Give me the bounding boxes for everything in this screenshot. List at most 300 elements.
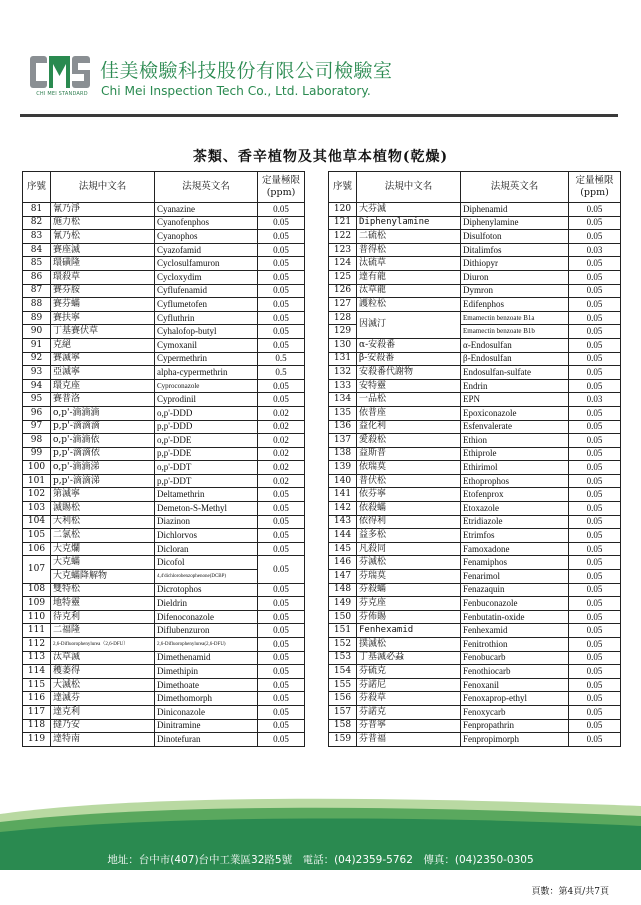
row-number: 90 xyxy=(23,325,51,339)
table-row xyxy=(329,733,621,747)
english-name: Cyflumetofen xyxy=(155,298,258,312)
english-name: Ditalimfos xyxy=(461,243,569,257)
chinese-name: 撲滅松 xyxy=(357,638,461,652)
row-number: 94 xyxy=(23,379,51,393)
row-number: 101 xyxy=(23,474,51,488)
row-number: 85 xyxy=(23,257,51,271)
row-number: 110 xyxy=(23,610,51,624)
table-row xyxy=(23,638,305,652)
table-row xyxy=(23,665,305,679)
col-header-zh: 法規中文名 xyxy=(357,172,461,203)
row-number: 88 xyxy=(23,298,51,312)
row-number: 124 xyxy=(329,257,357,271)
row-number: 137 xyxy=(329,434,357,448)
english-name: Cyfluthrin xyxy=(155,311,258,325)
chinese-name: 大滅松 xyxy=(51,678,155,692)
row-number: 104 xyxy=(23,515,51,529)
table-row xyxy=(329,420,621,434)
row-number: 154 xyxy=(329,665,357,679)
quantitation-limit: 0.05 xyxy=(258,270,305,284)
chinese-name: 二福隆 xyxy=(51,624,155,638)
quantitation-limit: 0.05 xyxy=(569,705,621,719)
chinese-name: 賽芬蟎 xyxy=(51,298,155,312)
quantitation-limit: 0.05 xyxy=(569,338,621,352)
table-row xyxy=(329,447,621,461)
col-header-no: 序號 xyxy=(23,172,51,203)
row-number: 146 xyxy=(329,556,357,570)
table-row xyxy=(329,610,621,624)
quantitation-limit: 0.05 xyxy=(258,556,305,583)
chinese-name: 依普座 xyxy=(357,406,461,420)
english-name: p,p'-DDE xyxy=(155,447,258,461)
row-number: 157 xyxy=(329,705,357,719)
english-name: Etridiazole xyxy=(461,515,569,529)
table-row xyxy=(23,529,305,543)
row-number: 82 xyxy=(23,216,51,230)
english-name: Fenoxanil xyxy=(461,678,569,692)
english-name: Cypermethrin xyxy=(155,352,258,366)
quantitation-limit: 0.05 xyxy=(569,230,621,244)
quantitation-limit: 0.05 xyxy=(569,474,621,488)
quantitation-limit: 0.05 xyxy=(569,420,621,434)
row-number: 138 xyxy=(329,447,357,461)
english-name: Cyflufenamid xyxy=(155,284,258,298)
quantitation-limit: 0.05 xyxy=(569,651,621,665)
table-row xyxy=(329,379,621,393)
row-number: 136 xyxy=(329,420,357,434)
quantitation-limit: 0.05 xyxy=(569,665,621,679)
english-name: Fenbuconazole xyxy=(461,597,569,611)
english-name: Diuron xyxy=(461,270,569,284)
quantitation-limit: 0.05 xyxy=(569,719,621,733)
row-number: 132 xyxy=(329,366,357,380)
quantitation-limit: 0.05 xyxy=(569,570,621,584)
quantitation-limit: 0.03 xyxy=(569,393,621,407)
table-row xyxy=(329,434,621,448)
chinese-name: 芬硫克 xyxy=(357,665,461,679)
chinese-name: 丁基滅必蝨 xyxy=(357,651,461,665)
table-row xyxy=(329,257,621,271)
chinese-name: o,p'-滴滴依 xyxy=(51,434,155,448)
table-row xyxy=(23,298,305,312)
english-name: Disulfoton xyxy=(461,230,569,244)
chinese-name: 大芬滅 xyxy=(357,203,461,217)
english-name: Diazinon xyxy=(155,515,258,529)
chinese-name: 地特靈 xyxy=(51,597,155,611)
chinese-name: 護粒松 xyxy=(357,298,461,312)
chinese-name: 環磺隆 xyxy=(51,257,155,271)
row-number: 92 xyxy=(23,352,51,366)
quantitation-limit: 0.05 xyxy=(569,325,621,339)
chinese-name: 環殺草 xyxy=(51,270,155,284)
table-row xyxy=(23,352,305,366)
english-name: Cyproconazole xyxy=(155,379,258,393)
chinese-name: 撻乃安 xyxy=(51,719,155,733)
quantitation-limit: 0.05 xyxy=(258,542,305,556)
chinese-name: 汰草龍 xyxy=(357,284,461,298)
table-row xyxy=(329,515,621,529)
english-name: α-Endosulfan xyxy=(461,338,569,352)
row-number: 152 xyxy=(329,638,357,652)
quantitation-limit: 0.05 xyxy=(258,257,305,271)
footer-band xyxy=(0,792,641,882)
table-row xyxy=(329,352,621,366)
table-row xyxy=(23,270,305,284)
table-row xyxy=(329,393,621,407)
row-number: 112 xyxy=(23,638,51,652)
chinese-name: 芬諾克 xyxy=(357,705,461,719)
english-name: Cyanazine xyxy=(155,203,258,217)
row-number: 100 xyxy=(23,461,51,475)
english-name: Fenpropimorph xyxy=(461,733,569,747)
english-name: Fenobucarb xyxy=(461,651,569,665)
cms-logo xyxy=(30,54,92,90)
quantitation-limit: 0.05 xyxy=(258,216,305,230)
row-number: 153 xyxy=(329,651,357,665)
english-name: o,p'-DDT xyxy=(155,461,258,475)
table-row xyxy=(329,638,621,652)
quantitation-limit: 0.5 xyxy=(258,366,305,380)
quantitation-limit: 0.05 xyxy=(569,447,621,461)
quantitation-limit: 0.02 xyxy=(258,406,305,420)
english-name: Endosulfan-sulfate xyxy=(461,366,569,380)
row-number: 81 xyxy=(23,203,51,217)
quantitation-limit: 0.05 xyxy=(569,638,621,652)
limits-table-left xyxy=(22,171,305,747)
table-row xyxy=(329,583,621,597)
table-row xyxy=(23,216,305,230)
quantitation-limit: 0.05 xyxy=(258,583,305,597)
quantitation-limit: 0.02 xyxy=(258,474,305,488)
chinese-name: 達有龍 xyxy=(357,270,461,284)
table-row xyxy=(23,542,305,556)
col-header-en: 法規英文名 xyxy=(461,172,569,203)
row-number: 106 xyxy=(23,542,51,556)
table-header-row xyxy=(23,172,305,203)
row-number: 145 xyxy=(329,542,357,556)
english-name: Etrimfos xyxy=(461,529,569,543)
quantitation-limit: 0.05 xyxy=(569,542,621,556)
row-number: 123 xyxy=(329,243,357,257)
chinese-name: 環克座 xyxy=(51,379,155,393)
chinese-name: 芬普福 xyxy=(357,733,461,747)
quantitation-limit: 0.05 xyxy=(569,434,621,448)
english-name: Demeton-S-Methyl xyxy=(155,502,258,516)
row-number: 139 xyxy=(329,461,357,475)
quantitation-limit: 0.05 xyxy=(569,270,621,284)
chinese-name: 安特靈 xyxy=(357,379,461,393)
english-name: Emamectin benzoate B1b xyxy=(461,325,569,339)
english-name: Cymoxanil xyxy=(155,338,258,352)
col-header-no: 序號 xyxy=(329,172,357,203)
company-name-en: Chi Mei Inspection Tech Co., Ltd. Laboratory. xyxy=(101,84,371,98)
chinese-name: 賽扶寧 xyxy=(51,311,155,325)
english-name: Emamectin benzoate B1a xyxy=(461,311,569,325)
chinese-name: 汰草滅 xyxy=(51,651,155,665)
table-row xyxy=(23,447,305,461)
quantitation-limit: 0.05 xyxy=(258,651,305,665)
table-row xyxy=(329,243,621,257)
table-row xyxy=(329,488,621,502)
row-number: 144 xyxy=(329,529,357,543)
english-name: Diflubenzuron xyxy=(155,624,258,638)
chinese-name: p,p'-滴滴依 xyxy=(51,447,155,461)
quantitation-limit: 0.05 xyxy=(569,216,621,230)
chinese-name: 依殺蟎 xyxy=(357,502,461,516)
table-row xyxy=(23,597,305,611)
english-name: alpha-cypermethrin xyxy=(155,366,258,380)
col-header-zh: 法規中文名 xyxy=(51,172,155,203)
table-row xyxy=(329,270,621,284)
table-header-row xyxy=(329,172,621,203)
row-number: 159 xyxy=(329,733,357,747)
quantitation-limit: 0.05 xyxy=(258,379,305,393)
english-name: Cyprodinil xyxy=(155,393,258,407)
chinese-name: 芬瑞莫 xyxy=(357,570,461,584)
quantitation-limit: 0.05 xyxy=(569,624,621,638)
chinese-name: 大克蟎降解物 xyxy=(51,570,155,584)
row-number: 141 xyxy=(329,488,357,502)
table-row xyxy=(329,203,621,217)
table-row xyxy=(23,406,305,420)
quantitation-limit: 0.05 xyxy=(258,733,305,747)
english-name: Fenoxycarb xyxy=(461,705,569,719)
english-name: Dicofol xyxy=(155,556,258,570)
row-number: 121 xyxy=(329,216,357,230)
chinese-name: 氰乃松 xyxy=(51,230,155,244)
quantitation-limit: 0.05 xyxy=(258,692,305,706)
row-number: 89 xyxy=(23,311,51,325)
quantitation-limit: 0.05 xyxy=(569,556,621,570)
table-row xyxy=(23,311,305,325)
english-name: Cyanophos xyxy=(155,230,258,244)
table-row xyxy=(329,556,621,570)
quantitation-limit: 0.05 xyxy=(258,325,305,339)
table-row xyxy=(23,651,305,665)
row-number: 115 xyxy=(23,678,51,692)
quantitation-limit: 0.05 xyxy=(258,243,305,257)
chinese-name: o,p'-滴滴滴 xyxy=(51,406,155,420)
page-number: 頁數：第4頁/共7頁 xyxy=(531,887,609,897)
chinese-name: 氰乃淨 xyxy=(51,203,155,217)
row-number: 126 xyxy=(329,284,357,298)
col-header-en: 法規英文名 xyxy=(155,172,258,203)
chinese-name: 施力松 xyxy=(51,216,155,230)
table-row xyxy=(23,705,305,719)
table-row xyxy=(23,257,305,271)
row-number: 95 xyxy=(23,393,51,407)
chinese-name: 芬殺草 xyxy=(357,692,461,706)
row-number: 102 xyxy=(23,488,51,502)
english-name: 4,4'dichlorobenzophenone(DCBP) xyxy=(155,570,258,584)
row-number: 149 xyxy=(329,597,357,611)
row-number: 147 xyxy=(329,570,357,584)
row-number: 93 xyxy=(23,366,51,380)
english-name: Etoxazole xyxy=(461,502,569,516)
chinese-name: 二硫松 xyxy=(357,230,461,244)
english-name: Cyanofenphos xyxy=(155,216,258,230)
english-name: Dinitramine xyxy=(155,719,258,733)
english-name: Epoxiconazole xyxy=(461,406,569,420)
row-number: 143 xyxy=(329,515,357,529)
quantitation-limit: 0.05 xyxy=(258,311,305,325)
quantitation-limit: 0.05 xyxy=(569,515,621,529)
english-name: Fenamiphos xyxy=(461,556,569,570)
table-row xyxy=(23,434,305,448)
chinese-name: 凡殺同 xyxy=(357,542,461,556)
english-name: Dimethipin xyxy=(155,665,258,679)
quantitation-limit: 0.05 xyxy=(569,298,621,312)
english-name: Dieldrin xyxy=(155,597,258,611)
english-name: Fenitrothion xyxy=(461,638,569,652)
row-number: 111 xyxy=(23,624,51,638)
row-number: 122 xyxy=(329,230,357,244)
chinese-name: 芬滅松 xyxy=(357,556,461,570)
document-title: 茶類、香辛植物及其他草本植物(乾燥) xyxy=(192,149,449,165)
quantitation-limit: 0.05 xyxy=(258,624,305,638)
row-number: 86 xyxy=(23,270,51,284)
chinese-name: 因滅汀 xyxy=(357,311,461,338)
english-name: EPN xyxy=(461,393,569,407)
english-name: p,p'-DDT xyxy=(155,474,258,488)
quantitation-limit: 0.05 xyxy=(569,488,621,502)
table-row xyxy=(23,420,305,434)
chinese-name: 大利松 xyxy=(51,515,155,529)
english-name: Edifenphos xyxy=(461,298,569,312)
row-number: 158 xyxy=(329,719,357,733)
quantitation-limit: 0.05 xyxy=(569,502,621,516)
table-row xyxy=(329,284,621,298)
quantitation-limit: 0.05 xyxy=(569,257,621,271)
table-row xyxy=(23,733,305,747)
english-name: Dicloran xyxy=(155,542,258,556)
table-row xyxy=(329,705,621,719)
table-row xyxy=(23,243,305,257)
table-row xyxy=(23,583,305,597)
quantitation-limit: 0.02 xyxy=(258,420,305,434)
chinese-name: β-安殺番 xyxy=(357,352,461,366)
english-name: Cyhalofop-butyl xyxy=(155,325,258,339)
quantitation-limit: 0.05 xyxy=(569,583,621,597)
english-name: Ethirimol xyxy=(461,461,569,475)
row-number: 130 xyxy=(329,338,357,352)
english-name: Diniconazole xyxy=(155,705,258,719)
row-number: 99 xyxy=(23,447,51,461)
chinese-name: 芬克座 xyxy=(357,597,461,611)
english-name: Dithiopyr xyxy=(461,257,569,271)
row-number: 120 xyxy=(329,203,357,217)
row-number: 109 xyxy=(23,597,51,611)
chinese-name: α-安殺番 xyxy=(357,338,461,352)
chinese-name: p,p'-滴滴滴 xyxy=(51,420,155,434)
chinese-name: 待克利 xyxy=(51,610,155,624)
quantitation-limit: 0.05 xyxy=(569,597,621,611)
table-row xyxy=(23,515,305,529)
row-number: 84 xyxy=(23,243,51,257)
chinese-name: 2,6-Difluorophenylurea（2,6-DFU） xyxy=(51,638,155,652)
row-number: 108 xyxy=(23,583,51,597)
row-number: 114 xyxy=(23,665,51,679)
english-name: β-Endosulfan xyxy=(461,352,569,366)
quantitation-limit: 0.05 xyxy=(258,719,305,733)
row-number: 133 xyxy=(329,379,357,393)
chinese-name: 汰硫草 xyxy=(357,257,461,271)
row-number: 155 xyxy=(329,678,357,692)
english-name: Esfenvalerate xyxy=(461,420,569,434)
quantitation-limit: 0.05 xyxy=(258,502,305,516)
footer-contact: 地址：台中市(407)台中工業區32路5號 電話：(04)2359-5762 傳真：(04)2350-0305 xyxy=(107,854,534,866)
english-name: Ethiprole xyxy=(461,447,569,461)
quantitation-limit: 0.05 xyxy=(569,461,621,475)
table-row xyxy=(23,461,305,475)
chinese-name: 益斯普 xyxy=(357,447,461,461)
english-name: Fenbutatin-oxide xyxy=(461,610,569,624)
english-name: Endrin xyxy=(461,379,569,393)
quantitation-limit: 0.05 xyxy=(258,488,305,502)
quantitation-limit: 0.05 xyxy=(258,393,305,407)
quantitation-limit: 0.05 xyxy=(258,678,305,692)
english-name: 2,6-Difluorophenylurea(2,6-DFU) xyxy=(155,638,258,652)
english-name: Dimethomorph xyxy=(155,692,258,706)
chinese-name: 芬佈賜 xyxy=(357,610,461,624)
chinese-name: 丁基賽伏草 xyxy=(51,325,155,339)
table-row xyxy=(329,651,621,665)
english-name: Ethion xyxy=(461,434,569,448)
quantitation-limit: 0.05 xyxy=(258,597,305,611)
chinese-name: 一品松 xyxy=(357,393,461,407)
logo-tagline: CHI MEI STANDARD xyxy=(36,91,88,97)
table-row xyxy=(23,203,305,217)
chinese-name: 亞滅寧 xyxy=(51,366,155,380)
chinese-name: 芬殺蟎 xyxy=(357,583,461,597)
table-row xyxy=(23,325,305,339)
quantitation-limit: 0.5 xyxy=(258,352,305,366)
table-row xyxy=(23,284,305,298)
row-number: 113 xyxy=(23,651,51,665)
chinese-name: 雙特松 xyxy=(51,583,155,597)
row-number: 128 xyxy=(329,311,357,325)
english-name: Fenpropathrin xyxy=(461,719,569,733)
english-name: o,p'-DDD xyxy=(155,406,258,420)
quantitation-limit: 0.05 xyxy=(569,352,621,366)
chinese-name: 益化利 xyxy=(357,420,461,434)
table-row xyxy=(329,406,621,420)
chinese-name: 達特南 xyxy=(51,733,155,747)
quantitation-limit: 0.05 xyxy=(258,515,305,529)
table-row xyxy=(23,488,305,502)
row-number: 87 xyxy=(23,284,51,298)
chinese-name: 第滅寧 xyxy=(51,488,155,502)
english-name: Cyazofamid xyxy=(155,243,258,257)
english-name: Dicrotophos xyxy=(155,583,258,597)
quantitation-limit: 0.05 xyxy=(258,338,305,352)
english-name: o,p'-DDE xyxy=(155,434,258,448)
row-number: 116 xyxy=(23,692,51,706)
english-name: Famoxadone xyxy=(461,542,569,556)
chinese-name: 賽普洛 xyxy=(51,393,155,407)
chinese-name: Diphenylamine xyxy=(357,216,461,230)
chinese-name: 芬普寧 xyxy=(357,719,461,733)
chinese-name: 依芬寧 xyxy=(357,488,461,502)
english-name: Diphenamid xyxy=(461,203,569,217)
quantitation-limit: 0.05 xyxy=(258,298,305,312)
chinese-name: 二氯松 xyxy=(51,529,155,543)
table-row xyxy=(329,502,621,516)
quantitation-limit: 0.05 xyxy=(258,705,305,719)
quantitation-limit: 0.05 xyxy=(569,284,621,298)
chinese-name: 依瑞莫 xyxy=(357,461,461,475)
english-name: Dimethoate xyxy=(155,678,258,692)
